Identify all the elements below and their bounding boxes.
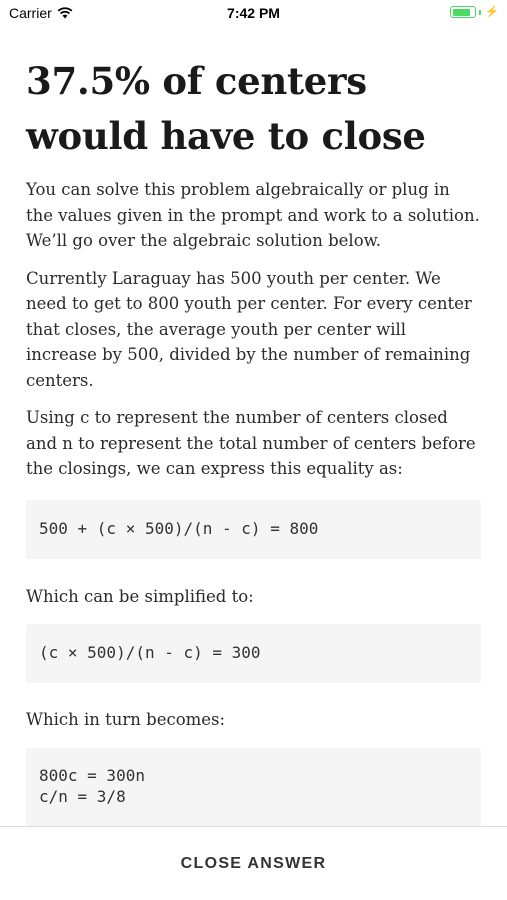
battery-indicator (450, 6, 499, 18)
explanation-paragraph-4: Which can be simplified to: (26, 586, 254, 606)
equation-1: 500 + (c × 500)/(n - c) = 800 (39, 518, 319, 538)
answer-content (0, 54, 507, 826)
close-answer-button[interactable]: CLOSE ANSWER (180, 854, 327, 872)
equation-block-3 (26, 748, 481, 827)
equation-3-line-2: c/n = 3/8 (39, 786, 126, 806)
explanation-paragraph-2: Currently Laraguay has 500 youth per center. We need to get to 800 youth per center. For every center that closes, the average youth per center will increase by 500, divided by the number of remaining centers. (26, 268, 472, 390)
battery-level (453, 9, 470, 16)
answer-title: 37.5% of centers would have to close (26, 59, 426, 158)
bottom-bar (0, 826, 507, 900)
status-bar (0, 0, 507, 28)
equation-block-2 (26, 624, 481, 683)
explanation-paragraph-1: You can solve this problem algebraically or plug in the values given in the prompt and work to a solution. We’ll go over the algebraic solution below. (26, 180, 480, 250)
carrier-label: Carrier (9, 5, 52, 21)
clock-time: 7:42 PM (227, 5, 280, 21)
answer-scroll-view[interactable] (0, 28, 507, 826)
battery-cap (479, 10, 481, 15)
charging-bolt-icon: ⚡ (485, 6, 499, 18)
equation-block-1 (26, 500, 481, 559)
explanation-paragraph-5: Which in turn becomes: (26, 710, 226, 729)
battery-icon (450, 6, 476, 18)
explanation-paragraph-3: Using c to represent the number of centers closed and n to represent the total number of centers before the closings, we can express this equality as: (26, 408, 476, 478)
equation-2: (c × 500)/(n - c) = 300 (39, 643, 261, 662)
equation-3-line-1: 800c = 300n (39, 765, 145, 785)
